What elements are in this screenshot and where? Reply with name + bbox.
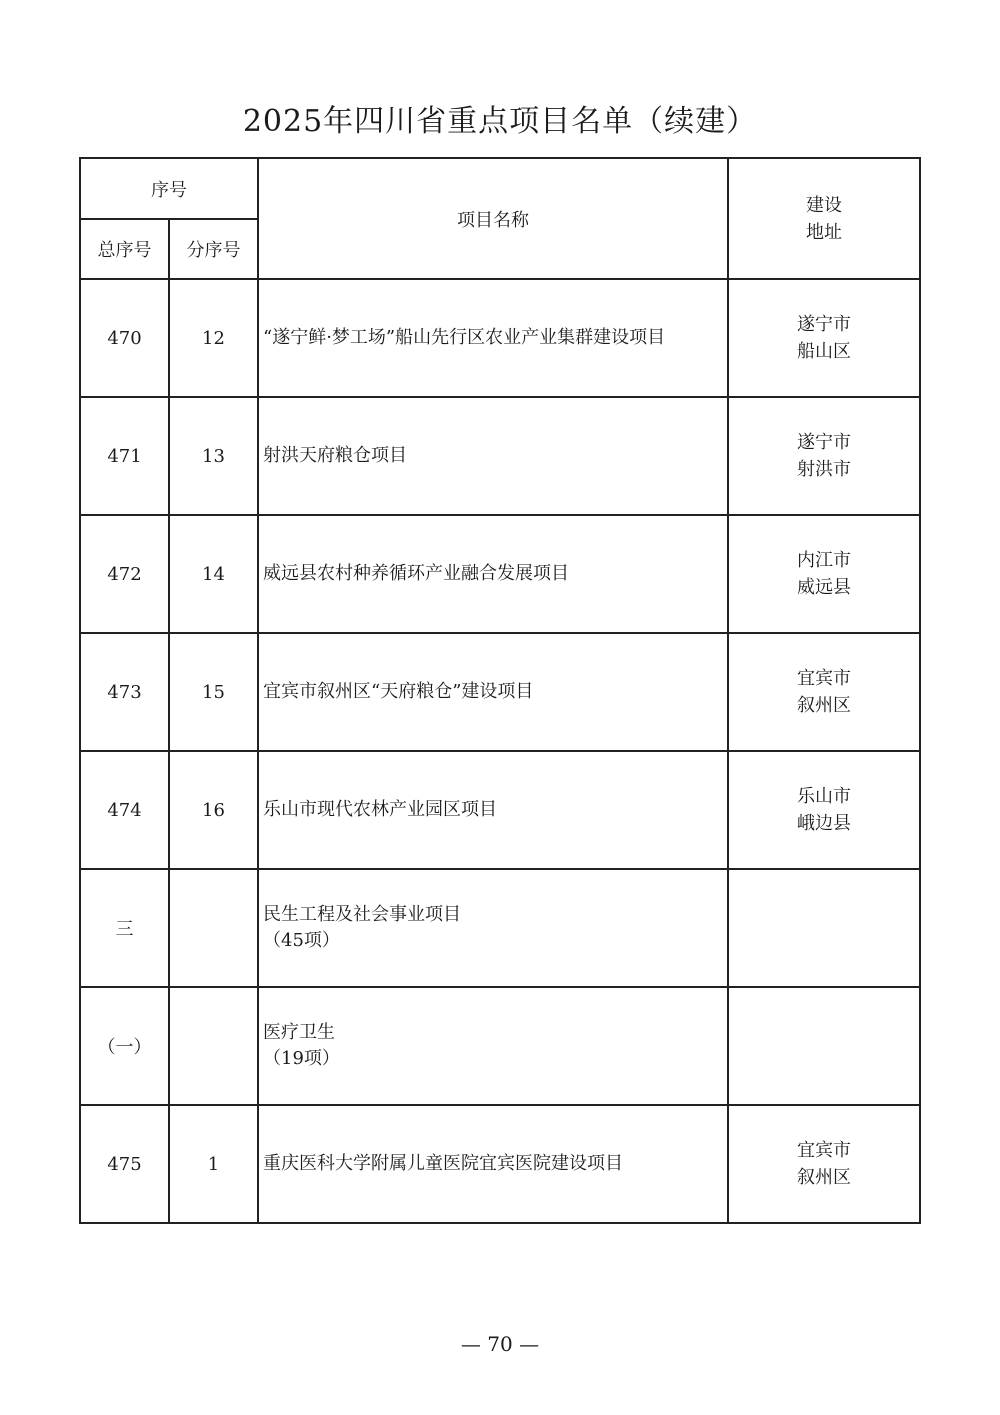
sub-seq-cell: 16 — [169, 751, 258, 869]
project-name-cell — [258, 869, 728, 987]
location-city: 宜宾市 — [797, 668, 851, 689]
location-district: 叙州区 — [797, 695, 851, 716]
project-name-cell: 重庆医科大学附属儿童医院宜宾医院建设项目 — [258, 1105, 728, 1223]
location-district: 峨边县 — [797, 813, 851, 834]
location-district: 射洪市 — [797, 459, 851, 480]
category-name: 医疗卫生 — [263, 1022, 335, 1043]
header-location-line1: 建设 — [806, 194, 842, 216]
project-name-cell: 宜宾市叙州区“天府粮仓”建设项目 — [258, 633, 728, 751]
total-seq-cell: 三 — [80, 869, 169, 987]
sub-seq-cell: 1 — [169, 1105, 258, 1223]
project-name-cell — [258, 987, 728, 1105]
location-cell — [728, 633, 920, 751]
header-location — [728, 158, 920, 279]
project-name-cell: 射洪天府粮仓项目 — [258, 397, 728, 515]
location-cell — [728, 279, 920, 397]
location-district: 威远县 — [797, 577, 851, 598]
project-name-cell: 威远县农村种养循环产业融合发展项目 — [258, 515, 728, 633]
location-cell — [728, 751, 920, 869]
project-name-cell: “遂宁鲜·梦工场”船山先行区农业产业集群建设项目 — [258, 279, 728, 397]
sub-seq-cell — [169, 987, 258, 1105]
location-cell — [728, 515, 920, 633]
location-cell — [728, 397, 920, 515]
table-row — [80, 751, 920, 869]
location-district: 船山区 — [797, 341, 851, 362]
sub-seq-cell: 14 — [169, 515, 258, 633]
total-seq-cell: 473 — [80, 633, 169, 751]
table-row — [80, 515, 920, 633]
header-project-name: 项目名称 — [258, 158, 728, 279]
category-name: 民生工程及社会事业项目 — [263, 904, 461, 925]
location-city: 遂宁市 — [797, 314, 851, 335]
total-seq-cell: 472 — [80, 515, 169, 633]
sub-seq-cell: 15 — [169, 633, 258, 751]
table-row — [80, 633, 920, 751]
header-location-line2: 地址 — [806, 221, 842, 243]
sub-seq-cell: 13 — [169, 397, 258, 515]
location-city: 宜宾市 — [797, 1140, 851, 1161]
table-row-subcategory — [80, 987, 920, 1105]
project-name-cell: 乐山市现代农林产业园区项目 — [258, 751, 728, 869]
total-seq-cell: 470 — [80, 279, 169, 397]
location-city: 乐山市 — [797, 786, 851, 807]
table-row — [80, 279, 920, 397]
table-row — [80, 1105, 920, 1223]
table-row-category — [80, 869, 920, 987]
location-cell — [728, 987, 920, 1105]
total-seq-cell: （一） — [80, 987, 169, 1105]
project-table — [79, 157, 921, 1224]
total-seq-cell: 471 — [80, 397, 169, 515]
location-cell — [728, 869, 920, 987]
sub-seq-cell — [169, 869, 258, 987]
location-district: 叙州区 — [797, 1167, 851, 1188]
total-seq-cell: 475 — [80, 1105, 169, 1223]
category-count: （19项） — [263, 1048, 340, 1069]
page-number: — 70 — — [460, 1332, 540, 1356]
table-header-row — [80, 158, 920, 219]
location-cell — [728, 1105, 920, 1223]
sub-seq-cell: 12 — [169, 279, 258, 397]
header-sub-seq: 分序号 — [169, 219, 258, 279]
category-count: （45项） — [263, 930, 340, 951]
location-city: 内江市 — [797, 550, 851, 571]
table-row — [80, 397, 920, 515]
page-title: 2025年四川省重点项目名单（续建） — [242, 104, 758, 139]
header-seq: 序号 — [80, 158, 258, 219]
location-city: 遂宁市 — [797, 432, 851, 453]
total-seq-cell: 474 — [80, 751, 169, 869]
header-total-seq: 总序号 — [80, 219, 169, 279]
